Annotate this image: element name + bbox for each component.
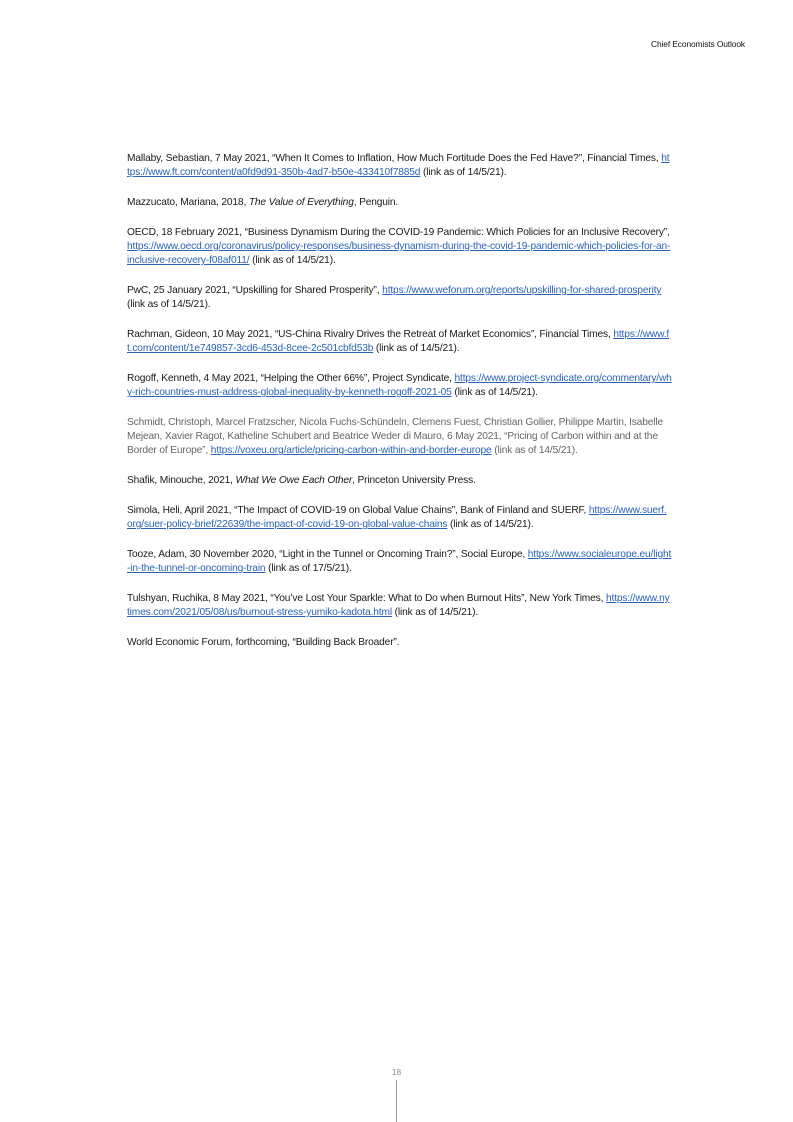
reference-entry	[127, 548, 672, 576]
reference-text: Schmidt, Christoph, Marcel Fratzscher, Nicola Fuchs-Schündeln, Clemens Fuest, Christian Gollier, Philippe Martin, Isabelle Mejean, Xavier Ragot, Katheline Schubert and Beatrice Weder di Mauro, 6 May 2021, “Pricing of Carbon within and at the Border of Europe”,	[127, 417, 664, 457]
reference-text: Shafik, Minouche, 2021,	[127, 475, 236, 487]
reference-link[interactable]: https://www.ft.com/content/1e749857-3cd6-453d-8cee-2c501cbfd53b	[127, 329, 670, 355]
reference-text: PwC, 25 January 2021, “Upskilling for Shared Prosperity”,	[127, 285, 383, 296]
reference-text: Tooze, Adam, 30 November 2020, “Light in the Tunnel or Oncoming Train?”, Social Europe,	[127, 549, 528, 560]
reference-publisher: , Princeton University Press.	[352, 475, 476, 487]
reference-access-note: (link as of 14/5/21).	[491, 445, 578, 457]
reference-access-note: (link as of 14/5/21).	[373, 343, 460, 355]
reference-access-note: (link as of 17/5/21).	[265, 563, 352, 575]
reference-link[interactable]: https://www.project-syndicate.org/commentary/why-rich-countries-must-address-global-inequality-by-kenneth-rogoff-2021-05	[127, 373, 672, 399]
reference-text: Rogoff, Kenneth, 4 May 2021, “Helping the Other 66%”, Project Syndicate,	[127, 373, 455, 384]
page-number: 18	[391, 1067, 402, 1077]
reference-access-note: (link as of 14/5/21).	[391, 607, 479, 619]
reference-link[interactable]: https://www.weforum.org/reports/upskilling-for-shared-prosperity	[382, 285, 662, 296]
reference-publisher: , Penguin.	[353, 197, 399, 208]
reference-entry	[127, 372, 672, 400]
reference-entry	[127, 152, 672, 180]
reference-entry	[127, 474, 672, 488]
reference-entry	[127, 226, 672, 269]
reference-link[interactable]: https://www.socialeurope.eu/light-in-the-tunnel-or-oncoming-train	[127, 549, 672, 575]
reference-entry	[127, 504, 672, 532]
running-header-title: Chief Economists Outlook	[651, 39, 745, 49]
reference-entry	[127, 592, 672, 620]
reference-text: Tulshyan, Ruchika, 8 May 2021, “You’ve Lost Your Sparkle: What to Do when Burnout Hits”, New York Times,	[127, 593, 606, 604]
reference-text: Mazzucato, Mariana, 2018,	[127, 197, 249, 208]
reference-entry	[127, 636, 672, 650]
reference-entry	[127, 284, 672, 312]
reference-text: Rachman, Gideon, 10 May 2021, “US-China Rivalry Drives the Retreat of Market Economics”, Financial Times,	[127, 329, 614, 340]
reference-text: World Economic Forum, forthcoming, “Building Back Broader”.	[127, 637, 400, 648]
reference-title: What We Owe Each Other	[235, 475, 353, 487]
reference-access-note: (link as of 14/5/21).	[249, 255, 336, 267]
reference-text: OECD, 18 February 2021, “Business Dynamism During the COVID-19 Pandemic: Which Policies for an Inclusive Recovery”,	[127, 226, 670, 238]
reference-entry	[127, 416, 672, 459]
reference-link[interactable]: https://www.ft.com/content/a0fd9d91-350b-4ad7-b50e-433410f7885d	[127, 153, 670, 179]
reference-entry	[127, 196, 672, 210]
reference-link[interactable]: https://www.suerf.org/suer-policy-brief/22639/the-impact-of-covid-19-on-global-value-chains	[127, 505, 667, 531]
reference-access-note: (link as of 14/5/21).	[447, 519, 534, 531]
reference-access-note: (link as of 14/5/21).	[420, 167, 507, 179]
reference-list	[127, 152, 672, 666]
reference-link[interactable]: https://www.oecd.org/coronavirus/policy-responses/business-dynamism-during-the-covid-19-pandemic-which-policies-for-an-inclusive-recovery-f08af011/	[127, 241, 671, 267]
reference-text: Simola, Heli, April 2021, “The Impact of COVID-19 on Global Value Chains”, Bank of Finland and SUERF,	[127, 505, 589, 516]
reference-title: The Value of Everything	[248, 197, 354, 208]
reference-access-note: (link as of 14/5/21).	[451, 387, 538, 399]
reference-text: Mallaby, Sebastian, 7 May 2021, “When It Comes to Inflation, How Much Fortitude Does the Fed Have?”, Financial Times,	[127, 153, 662, 164]
reference-link[interactable]: https://www.nytimes.com/2021/05/08/us/burnout-stress-yumiko-kadota.html	[127, 593, 670, 619]
reference-entry	[127, 328, 672, 356]
reference-link[interactable]: https://voxeu.org/article/pricing-carbon-within-and-border-europe	[210, 445, 492, 457]
page-number-rule	[396, 1080, 397, 1122]
reference-access-note: (link as of 14/5/21).	[127, 299, 211, 311]
